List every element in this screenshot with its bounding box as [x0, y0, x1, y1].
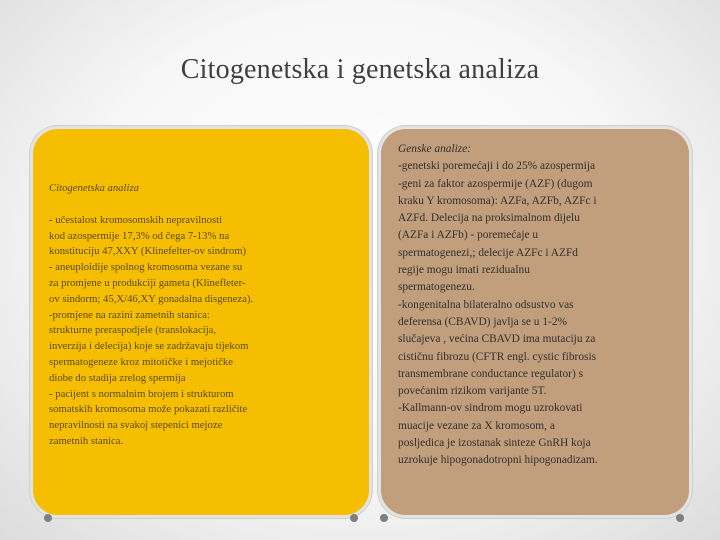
- right-panel-line: -kongenitalna bilateralno odsustvo vas: [398, 298, 574, 311]
- left-panel-line: inverzija i delecija) koje se zadržavaju tijekom: [49, 340, 249, 353]
- right-panel-line: kraku Y kromosoma): AZFa, AZFb, AZFc i: [398, 194, 597, 207]
- right-panel-line: slučajeva , većina CBAVD ima mutaciju za: [398, 333, 596, 346]
- left-panel-line: spermatogeneze kroz mitotičke i mejotičke: [49, 355, 233, 368]
- left-panel-bottom-right-dot: [350, 514, 358, 522]
- left-panel-line: za promjene u produkciji gameta (Klinefleter-: [49, 276, 246, 289]
- left-panel-line: - pacijent s normalnim brojem i strukturom: [49, 387, 234, 400]
- left-panel-line: konstituciju 47,XXY (Klinefelter-ov sindrom): [49, 245, 247, 258]
- left-panel-heading: Citogenetska analiza: [49, 182, 139, 194]
- left-panel-line: ov sindorm; 45,X/46,XY gonadalna disgeneza).: [49, 292, 254, 305]
- left-panel-line: kod azospermije 17,3% od čega 7-13% na: [49, 229, 230, 242]
- left-panel-line: nepravilnosti na svakoj stepenici mejoze: [49, 419, 223, 432]
- right-panel-line: posljedica je izostanak sinteze GnRH koja: [398, 437, 591, 450]
- right-panel-line: spermatogenezi,; delecije AZFc i AZFd: [398, 246, 578, 259]
- right-panel-line: povećanim rizikom varijante 5T.: [398, 385, 547, 398]
- left-panel-line: zametnih stanica.: [49, 434, 124, 447]
- right-panel-line: -genetski poremećaji i do 25% azospermija: [398, 160, 596, 173]
- right-panel-line: (AZFa i AZFb) - poremećaje u: [398, 229, 539, 242]
- right-panel-line: AZFd. Delecija na proksimalnom dijelu: [398, 212, 580, 225]
- left-panel-line: diobe do stadija zrelog spermija: [49, 371, 186, 384]
- left-panel-bottom-left-dot: [44, 514, 52, 522]
- right-panel-heading: Genske analize:: [398, 143, 472, 155]
- left-panel-line: - učestalost kromosomskih nepravilnosti: [49, 213, 223, 226]
- right-panel-line: transmembrane conductance regulator) s: [398, 367, 584, 380]
- right-panel-line: -geni za faktor azospermije (AZF) (dugom: [398, 177, 593, 190]
- right-panel-line: cističnu fibrozu (CFTR engl. cystic fibrosis: [398, 350, 597, 363]
- slide-title: Citogenetska i genetska analiza: [180, 54, 540, 85]
- right-panel-line: muacije vezane za X kromosom, a: [398, 419, 555, 432]
- right-panel-line: -Kallmann-ov sindrom mogu uzrokovati: [398, 402, 583, 415]
- right-panel-line: regije mogu imati rezidualnu: [398, 264, 530, 277]
- right-panel-bottom-right-dot: [676, 514, 684, 522]
- right-panel-bottom-left-dot: [380, 514, 388, 522]
- right-panel-line: deferensa (CBAVD) javlja se u 1-2%: [398, 315, 568, 328]
- right-panel-line: spermatogenezu.: [398, 281, 475, 294]
- left-panel-line: - aneuploidije spolnog kromosoma vezane su: [49, 261, 243, 274]
- left-panel-line: strukturne preraspodjele (translokacija,: [49, 324, 217, 337]
- right-panel-text: [398, 141, 688, 470]
- left-panel-line: -promjene na razini zametnih stanica:: [49, 308, 210, 321]
- left-panel-line: somatskih kromosoma može pokazati različite: [49, 403, 248, 416]
- left-panel-text: [49, 181, 349, 450]
- right-panel-line: uzrokuje hipogonadotropni hipogonadizam.: [398, 454, 598, 467]
